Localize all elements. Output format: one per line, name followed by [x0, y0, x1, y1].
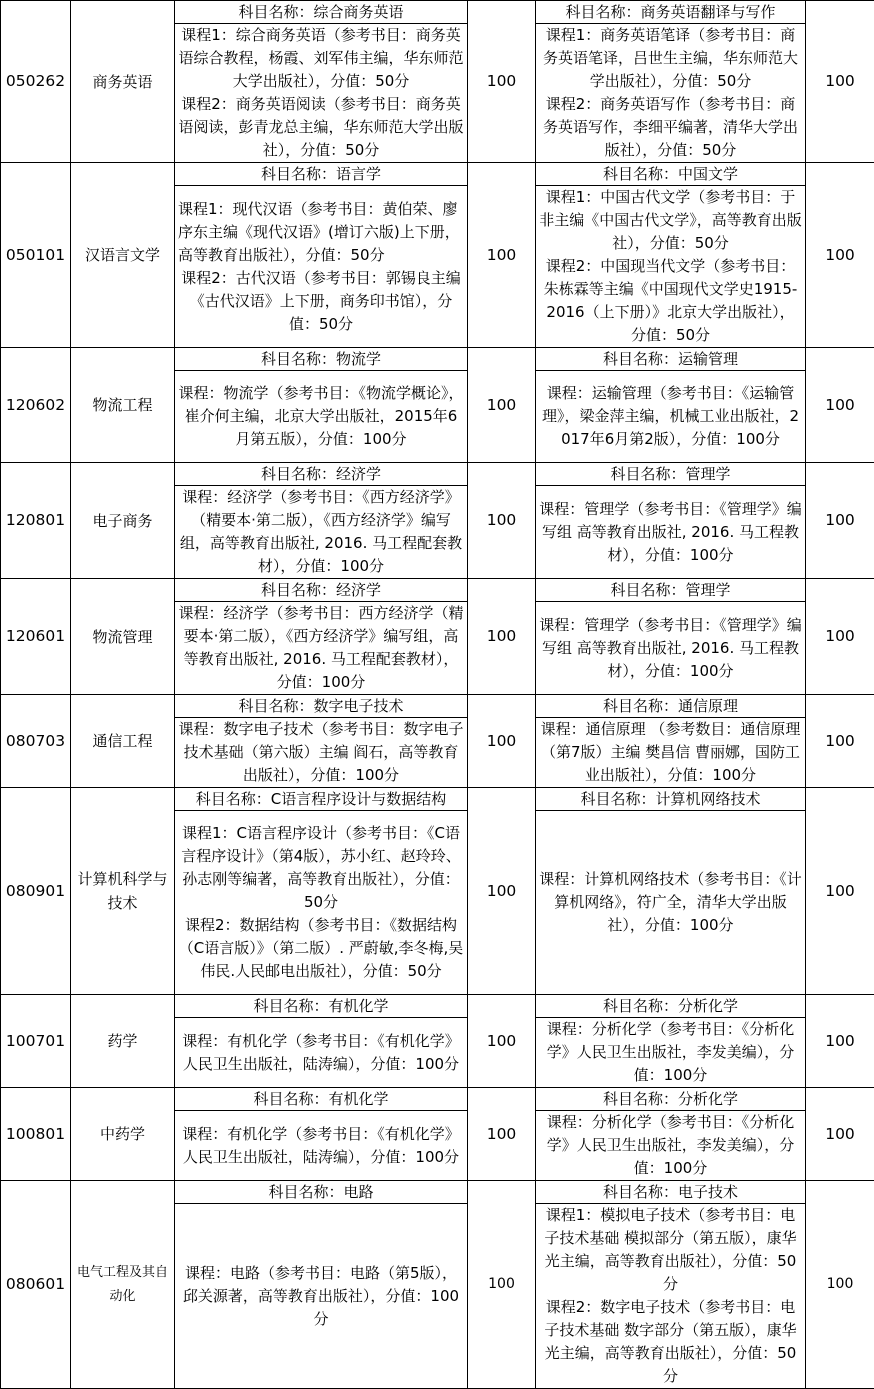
course-line: 课程：数字电子技术（参考书目：数字电子技术基础（第六版）主编 阎石，高等教育出版社），分值：100分	[178, 718, 464, 787]
course-line: 课程2：中国现当代文学（参考书目：朱栋霖等主编《中国现代文学史1915-2016（上下册）》北京大学出版社），分值：50分	[539, 255, 802, 347]
subject2-title: 科目名称：管理学	[536, 579, 806, 602]
course-line: 课程2：古代汉语（参考书目：郭锡良主编《古代汉语》上下册，商务印书馆），分值：50分	[178, 267, 464, 336]
major-code: 120601	[1, 579, 71, 695]
subject1-title: 科目名称：C语言程序设计与数据结构	[175, 788, 468, 811]
subject2-score: 100	[806, 995, 874, 1088]
major-name: 电子商务	[71, 463, 175, 579]
course-line: 课程：物流学（参考书目：《物流学概论》，崔介何主编，北京大学出版社，2015年6月第五版），分值：100分	[178, 382, 464, 451]
subject2-courses	[536, 1018, 806, 1088]
subject2-courses	[536, 24, 806, 163]
course-line: 课程：运输管理（参考书目：《运输管理》，梁金萍主编，机械工业出版社，2017年6月第2版），分值：100分	[539, 382, 802, 451]
major-name: 通信工程	[71, 695, 175, 788]
subject1-title: 科目名称：电路	[175, 1181, 468, 1204]
table-row	[1, 995, 874, 1018]
major-code: 080601	[1, 1181, 71, 1389]
subject2-score: 100	[806, 1088, 874, 1181]
subject2-score: 100	[806, 695, 874, 788]
subject1-title: 科目名称：综合商务英语	[175, 1, 468, 24]
major-code: 050262	[1, 1, 71, 163]
subject2-courses	[536, 1204, 806, 1389]
course-line: 课程：有机化学（参考书目：《有机化学》人民卫生出版社，陆涛编），分值：100分	[178, 1030, 464, 1076]
subject2-courses	[536, 186, 806, 348]
subject1-courses	[175, 186, 468, 348]
subject2-courses	[536, 718, 806, 788]
major-code: 100701	[1, 995, 71, 1088]
subject1-score: 100	[468, 463, 536, 579]
subject2-score: 100	[806, 163, 874, 348]
subject1-score: 100	[468, 995, 536, 1088]
course-line: 课程2：商务英语阅读（参考书目：商务英语阅读，彭青龙总主编，华东师范大学出版社），分值：50分	[178, 93, 464, 162]
course-line: 课程2：商务英语写作（参考书目：商务英语写作，李细平编著，清华大学出版社），分值：50分	[539, 93, 802, 162]
major-name: 物流工程	[71, 348, 175, 463]
table-row	[1, 348, 874, 371]
course-line: 课程1：现代汉语（参考书目：黄伯荣、廖序东主编《现代汉语》(增订六版)上下册，高等教育出版社），分值：50分	[178, 198, 464, 267]
subject1-courses	[175, 24, 468, 163]
course-line: 课程：分析化学（参考书目：《分析化学》人民卫生出版社，李发美编），分值：100分	[539, 1018, 802, 1087]
subject1-score: 100	[468, 695, 536, 788]
major-name: 药学	[71, 995, 175, 1088]
course-line: 课程：经济学（参考书目：西方经济学（精要本·第二版），《西方经济学》编写组，高等教育出版社, 2016. 马工程配套教材），分值：100分	[178, 602, 464, 694]
course-line: 课程：分析化学（参考书目：《分析化学》人民卫生出版社，李发美编），分值：100分	[539, 1111, 802, 1180]
major-code: 080901	[1, 788, 71, 995]
major-code: 120602	[1, 348, 71, 463]
subject1-title: 科目名称：有机化学	[175, 1088, 468, 1111]
major-code: 100801	[1, 1088, 71, 1181]
course-line: 课程：管理学（参考书目：《管理学》编写组 高等教育出版社, 2016. 马工程教材），分值：100分	[539, 498, 802, 567]
subject1-courses	[175, 1018, 468, 1088]
major-code: 080703	[1, 695, 71, 788]
major-name: 物流管理	[71, 579, 175, 695]
subject1-title: 科目名称：语言学	[175, 163, 468, 186]
subject2-title: 科目名称：电子技术	[536, 1181, 806, 1204]
subject1-courses	[175, 1111, 468, 1181]
subject2-score: 100	[806, 1181, 874, 1389]
course-line: 课程1：商务英语笔译（参考书目：商务英语笔译，吕世生主编，华东师范大学出版社），分值：50分	[539, 24, 802, 93]
course-line: 课程：经济学（参考书目：《西方经济学》（精要本·第二版），《西方经济学》编写组，高等教育出版社, 2016. 马工程配套教材），分值：100分	[178, 486, 464, 578]
subject1-score: 100	[468, 579, 536, 695]
course-line: 课程：通信原理 （参考数目：通信原理（第7版）主编 樊昌信 曹丽娜，国防工业出版社），分值：100分	[539, 718, 802, 787]
subject1-score: 100	[468, 348, 536, 463]
subject2-score: 100	[806, 788, 874, 995]
course-line: 课程1：中国古代文学（参考书目：于非主编《中国古代文学》，高等教育出版社），分值：50分	[539, 186, 802, 255]
major-name: 汉语言文学	[71, 163, 175, 348]
major-name: 中药学	[71, 1088, 175, 1181]
table-row	[1, 1181, 874, 1204]
subject2-title: 科目名称：中国文学	[536, 163, 806, 186]
subject1-courses	[175, 486, 468, 579]
course-line: 课程：有机化学（参考书目：《有机化学》人民卫生出版社，陆涛编），分值：100分	[178, 1123, 464, 1169]
subject2-score: 100	[806, 463, 874, 579]
subject2-courses	[536, 371, 806, 463]
table-row	[1, 788, 874, 811]
subject2-score: 100	[806, 1, 874, 163]
subject1-score: 100	[468, 788, 536, 995]
course-line: 课程1：模拟电子技术（参考书目：电子技术基础 模拟部分（第五版），康华光主编，高等教育出版社），分值：50分	[539, 1204, 802, 1296]
subject1-title: 科目名称：数字电子技术	[175, 695, 468, 718]
course-line: 课程2：数字电子技术（参考书目：电子技术基础 数字部分（第五版），康华光主编，高等教育出版社），分值：50分	[539, 1296, 802, 1388]
course-line: 课程：管理学（参考书目：《管理学》编写组 高等教育出版社, 2016. 马工程教材），分值：100分	[539, 614, 802, 683]
table-row	[1, 1, 874, 24]
subject1-title: 科目名称：物流学	[175, 348, 468, 371]
major-code: 120801	[1, 463, 71, 579]
subject2-title: 科目名称：分析化学	[536, 1088, 806, 1111]
subject2-courses	[536, 811, 806, 995]
subject2-title: 科目名称：计算机网络技术	[536, 788, 806, 811]
table-row	[1, 163, 874, 186]
table-row	[1, 463, 874, 486]
subject2-title: 科目名称：商务英语翻译与写作	[536, 1, 806, 24]
major-name: 计算机科学与技术	[71, 788, 175, 995]
subject2-title: 科目名称：通信原理	[536, 695, 806, 718]
table-row	[1, 579, 874, 602]
major-name: 商务英语	[71, 1, 175, 163]
course-line: 课程2：数据结构（参考书目：《数据结构（C语言版）》（第二版）. 严蔚敏,李冬梅,吴伟民.人民邮电出版社），分值：50分	[178, 914, 464, 983]
subject1-score: 100	[468, 1, 536, 163]
subject2-score: 100	[806, 348, 874, 463]
course-line: 课程：电路（参考书目：电路（第5版），邱关源著，高等教育出版社），分值：100分	[178, 1262, 464, 1331]
subject1-score: 100	[468, 163, 536, 348]
subject1-score: 100	[468, 1088, 536, 1181]
subject2-courses	[536, 602, 806, 695]
subject1-courses	[175, 602, 468, 695]
course-line: 课程1：综合商务英语（参考书目：商务英语综合教程，杨霞、刘军伟主编，华东师范大学出版社），分值：50分	[178, 24, 464, 93]
table-row	[1, 1088, 874, 1111]
table-row	[1, 695, 874, 718]
subject2-title: 科目名称：管理学	[536, 463, 806, 486]
major-code: 050101	[1, 163, 71, 348]
major-name: 电气工程及其自动化	[71, 1181, 175, 1389]
subject1-courses	[175, 1204, 468, 1389]
subject2-score: 100	[806, 579, 874, 695]
subject1-title: 科目名称：经济学	[175, 463, 468, 486]
subject2-courses	[536, 486, 806, 579]
subject1-courses	[175, 811, 468, 995]
subject1-title: 科目名称：经济学	[175, 579, 468, 602]
subject2-title: 科目名称：分析化学	[536, 995, 806, 1018]
course-line: 课程：计算机网络技术（参考书目：《计算机网络》，符广全，清华大学出版社），分值：100分	[539, 868, 802, 937]
subject1-title: 科目名称：有机化学	[175, 995, 468, 1018]
subject1-courses	[175, 371, 468, 463]
subject2-title: 科目名称：运输管理	[536, 348, 806, 371]
subject2-courses	[536, 1111, 806, 1181]
subject1-score: 100	[468, 1181, 536, 1389]
course-line: 课程1：C语言程序设计（参考书目：《C语言程序设计》（第4版），苏小红、赵玲玲、孙志刚等编著，高等教育出版社），分值：50分	[178, 822, 464, 914]
subject1-courses	[175, 718, 468, 788]
